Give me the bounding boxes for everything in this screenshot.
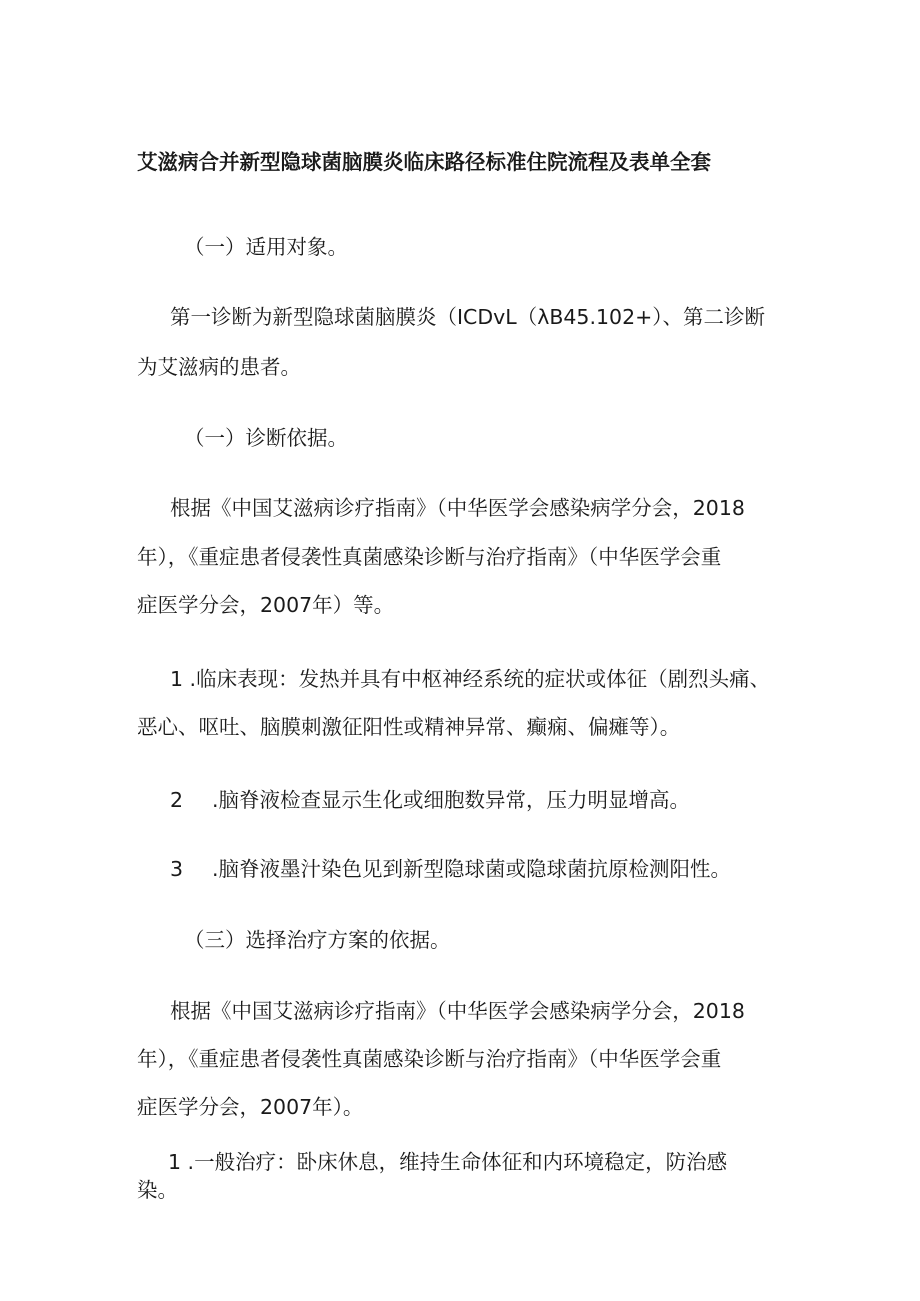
- paragraph-line: 根据《中国艾滋病诊疗指南》（中华医学会感染病学分会，2018: [170, 999, 745, 1023]
- paragraph-line: 第一诊断为新型隐球菌脑膜炎（ICDvL（λB45.102+）、第二诊断: [170, 305, 766, 329]
- list-item-number: 3: [170, 857, 184, 881]
- paragraph-line: 症医学分会，2007年）。: [137, 1095, 364, 1119]
- paragraph-line: 年），《重症患者侵袭性真菌感染诊断与治疗指南》（中华医学会重: [137, 1047, 722, 1071]
- list-item-line: 1 .一般治疗：卧床休息，维持生命体征和内环境稳定，防治感: [168, 1150, 728, 1174]
- list-item-line: 1 .临床表现：发热并具有中枢神经系统的症状或体征（剧烈头痛、: [170, 667, 771, 691]
- list-item-line: 染。: [137, 1178, 178, 1202]
- document-title: 艾滋病合并新型隐球菌脑膜炎临床路径标准住院流程及表单全套: [137, 150, 711, 174]
- list-item-text: .脑脊液检查显示生化或细胞数异常，压力明显增高。: [212, 788, 691, 812]
- paragraph-line: 年），《重症患者侵袭性真菌感染诊断与治疗指南》（中华医学会重: [137, 545, 722, 569]
- list-item-line: 恶心、呕吐、脑膜刺激征阳性或精神异常、癫痫、偏瘫等）。: [137, 715, 681, 739]
- section-heading-treatment: （三）选择治疗方案的依据。: [184, 928, 451, 952]
- section-heading-diagnosis: （一）诊断依据。: [184, 426, 348, 450]
- list-item-number: 2: [170, 788, 184, 812]
- section-heading-applicable: （一）适用对象。: [184, 235, 348, 259]
- paragraph-line: 症医学分会，2007年）等。: [137, 593, 395, 617]
- list-item-text: .脑脊液墨汁染色见到新型隐球菌或隐球菌抗原检测阳性。: [212, 857, 732, 881]
- paragraph-line: 根据《中国艾滋病诊疗指南》（中华医学会感染病学分会，2018: [170, 496, 745, 520]
- paragraph-line: 为艾滋病的患者。: [137, 355, 301, 379]
